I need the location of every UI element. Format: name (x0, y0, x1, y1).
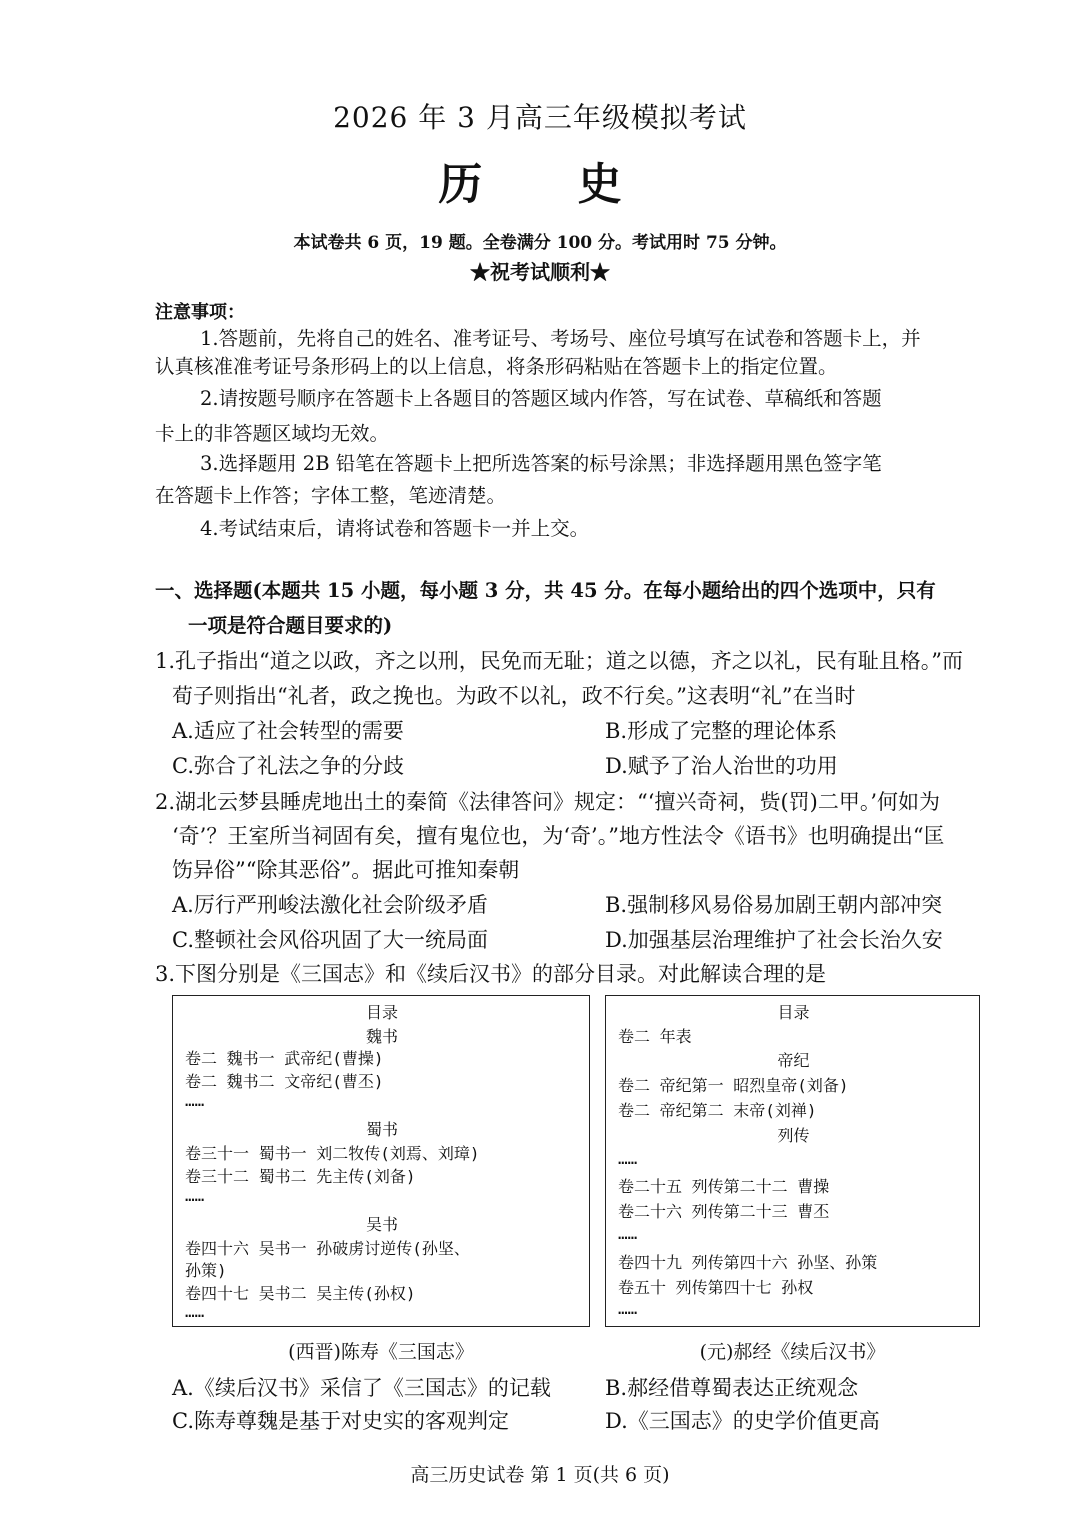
exam-title: 2026 年 3 月高三年级模拟考试 (333, 101, 747, 134)
question-2-option-c: C.整顿社会风俗巩固了大一统局面 (172, 928, 488, 952)
subject-title: 历 史 (438, 159, 662, 210)
toc-entry: 卷四十六 吴书一 孙破虏讨逆传(孙坚、 (185, 1239, 470, 1258)
toc-entry: 卷二 魏书一 武帝纪(曹操) (185, 1049, 384, 1068)
good-luck-banner: ★祝考试顺利★ (470, 260, 610, 284)
toc-entry: 卷三十一 蜀书一 刘二牧传(刘焉、刘璋) (185, 1144, 480, 1163)
question-2-stem: 2.湖北云梦县睡虎地出土的秦简《法律答问》规定：“‘擅兴奇祠，赀(罚)二甲。’何如为 (155, 790, 941, 814)
note-line: 在答题卡上作答；字体工整，笔迹清楚。 (155, 484, 507, 507)
toc-entry-cont: 孙策) (185, 1261, 227, 1280)
note-line: 4.考试结束后，请将试卷和答题卡一并上交。 (200, 517, 590, 540)
note-line: 2.请按题号顺序在答题卡上各题目的答题区域内作答，写在试卷、草稿纸和答题 (200, 387, 882, 410)
question-3-option-a: A.《续后汉书》采信了《三国志》的记载 (172, 1376, 551, 1400)
question-3-stem: 3.下图分别是《三国志》和《续后汉书》的部分目录。对此解读合理的是 (155, 962, 827, 986)
toc-sanguozhi-caption: (西晋)陈寿《三国志》 (288, 1341, 474, 1363)
toc-heading: 目录 (365, 1003, 398, 1022)
toc-section-wu: 吴书 (365, 1215, 398, 1234)
toc-entry: 卷二 帝纪第二 末帝(刘禅) (618, 1101, 817, 1120)
question-1-stem: 1.孔子指出“道之以政，齐之以刑，民免而无耻；道之以德，齐之以礼，民有耻且格。”而 (155, 649, 964, 673)
question-1-option-a: A.适应了社会转型的需要 (172, 719, 404, 743)
question-2-stem-cont: ‘奇’？王室所当祠固有矣，擅有鬼位也，为‘奇’。”地方性法令《语书》也明确提出“匡 (172, 824, 945, 848)
toc-entry: 卷二 帝纪第一 昭烈皇帝(刘备) (618, 1076, 849, 1095)
notes-title: 注意事项： (155, 302, 245, 323)
toc-entry: 卷二 年表 (618, 1027, 692, 1046)
question-2-option-d: D.加强基层治理维护了社会长治久安 (605, 928, 943, 952)
toc-ellipsis: …… (185, 1186, 205, 1205)
question-2-option-b: B.强制移风易俗易加剧王朝内部冲突 (605, 893, 943, 917)
toc-xuhouhanshu-box (605, 995, 980, 1327)
toc-ellipsis: …… (618, 1224, 638, 1243)
question-3-option-c: C.陈寿尊魏是基于对史实的客观判定 (172, 1409, 509, 1433)
toc-ellipsis: …… (185, 1091, 205, 1110)
page-footer: 高三历史试卷 第 1 页(共 6 页) (410, 1464, 670, 1486)
section-heading-cont: 一项是符合题目要求的) (188, 614, 393, 637)
note-line: 1.答题前，先将自己的姓名、准考证号、考场号、座位号填写在试卷和答题卡上，并 (200, 327, 921, 350)
note-line: 卡上的非答题区域均无效。 (155, 422, 390, 445)
toc-entry: 卷三十二 蜀书二 先主传(刘备) (185, 1167, 416, 1186)
question-2-option-a: A.厉行严刑峻法激化社会阶级矛盾 (172, 893, 488, 917)
toc-sanguozhi-box (172, 995, 590, 1327)
toc-entry: 卷二十五 列传第二十二 曹操 (618, 1177, 830, 1196)
toc-heading: 目录 (777, 1003, 810, 1022)
toc-section-wei: 魏书 (365, 1027, 398, 1046)
exam-info: 本试卷共 6 页，19 题。全卷满分 100 分。考试用时 75 分钟。 (293, 233, 787, 253)
note-line: 3.选择题用 2B 铅笔在答题卡上把所选答案的标号涂黑；非选择题用黑色签字笔 (200, 452, 882, 475)
question-1-option-b: B.形成了完整的理论体系 (605, 719, 838, 743)
question-3-option-b: B.郝经借尊蜀表达正统观念 (605, 1376, 859, 1400)
question-2-stem-cont: 饬异俗”“除其恶俗”。据此可推知秦朝 (172, 858, 520, 882)
toc-ellipsis: …… (185, 1302, 205, 1321)
question-3-option-d: D.《三国志》的史学价值更高 (605, 1409, 880, 1433)
question-1-stem-cont: 荀子则指出“礼者，政之挽也。为政不以礼，政不行矣。”这表明“礼”在当时 (172, 684, 856, 708)
section-heading: 一、选择题(本题共 15 小题，每小题 3 分，共 45 分。在每小题给出的四个选项中，只有 (155, 579, 936, 602)
toc-xuhouhanshu-caption: (元)郝经《续后汉书》 (699, 1341, 886, 1363)
question-1-option-d: D.赋予了治人治世的功用 (605, 754, 838, 778)
toc-entry: 卷四十七 吴书二 吴主传(孙权) (185, 1284, 416, 1303)
toc-entry: 卷二十六 列传第二十三 曹丕 (618, 1202, 830, 1221)
toc-ellipsis: …… (618, 1149, 638, 1168)
question-1-option-c: C.弥合了礼法之争的分歧 (172, 754, 404, 778)
toc-entry: 卷五十 列传第四十七 孙权 (618, 1278, 814, 1297)
toc-ellipsis: …… (618, 1299, 638, 1318)
toc-section-shu: 蜀书 (365, 1120, 398, 1139)
toc-entry: 卷四十九 列传第四十六 孙坚、孙策 (618, 1253, 878, 1272)
note-line: 认真核准准考证号条形码上的以上信息，将条形码粘贴在答题卡上的指定位置。 (155, 355, 838, 378)
toc-section-diji: 帝纪 (777, 1051, 810, 1070)
toc-section-liezhuan: 列传 (777, 1126, 810, 1145)
toc-entry: 卷二 魏书二 文帝纪(曹丕) (185, 1072, 384, 1091)
